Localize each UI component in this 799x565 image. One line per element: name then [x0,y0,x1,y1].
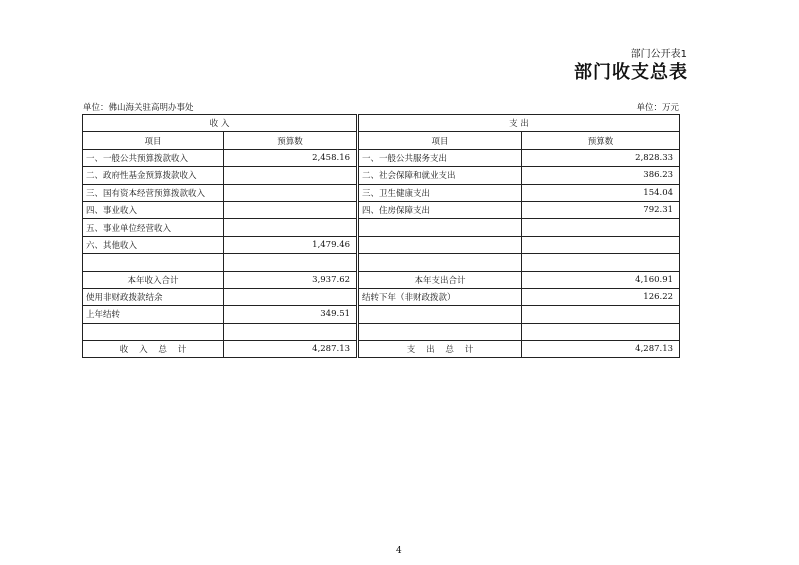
expense-item [359,323,522,340]
expense-value: 792.31 [522,201,680,218]
income-item: 三、国有资本经营预算拨款收入 [83,184,224,201]
expense-total-label: 支 出 总 计 [359,341,522,358]
table-row [83,201,680,218]
table-row [83,306,680,323]
section-header-row [83,115,680,132]
expense-item: 三、卫生健康支出 [359,184,522,201]
column-header-row [83,132,680,149]
expense-item: 四、住房保障支出 [359,201,522,218]
form-number: 部门公开表1 [630,49,687,60]
expense-item-header: 项目 [359,132,522,149]
expense-value: 2,828.33 [522,149,680,166]
income-value [224,323,357,340]
expense-item [359,236,522,253]
expense-value [522,254,680,271]
income-total-value: 4,287.13 [224,341,357,358]
income-item: 上年结转 [83,306,224,323]
table-row [83,149,680,166]
expense-item: 结转下年（非财政拨款） [359,288,522,305]
income-item: 六、其他收入 [83,236,224,253]
income-item [83,323,224,340]
income-item-header: 项目 [83,132,224,149]
expense-value: 154.04 [522,184,680,201]
income-subtotal-label: 本年收入合计 [83,271,224,288]
page-number: 4 [396,546,402,556]
expense-total-value: 4,287.13 [522,341,680,358]
income-item: 二、政府性基金预算拨款收入 [83,167,224,184]
expense-item [359,219,522,236]
expense-budget-header: 预算数 [522,132,680,149]
income-subtotal-value: 3,937.62 [224,271,357,288]
table-row [83,323,680,340]
income-value [224,288,357,305]
unit-currency: 单位：万元 [636,103,679,113]
grand-total-row [83,341,680,358]
expense-item [359,254,522,271]
expense-section-header: 支 出 [359,115,680,132]
expense-value [522,236,680,253]
income-value: 349.51 [224,306,357,323]
expense-item: 一、一般公共服务支出 [359,149,522,166]
income-item [83,254,224,271]
table-row [83,254,680,271]
revenue-expenditure-table [82,114,680,358]
expense-value: 126.22 [522,288,680,305]
expense-value [522,306,680,323]
expense-value [522,323,680,340]
table-row [83,184,680,201]
table-row [83,288,680,305]
income-value [224,167,357,184]
income-budget-header: 预算数 [224,132,357,149]
income-value [224,254,357,271]
table-row [83,236,680,253]
income-value [224,219,357,236]
expense-value [522,219,680,236]
income-item: 五、事业单位经营收入 [83,219,224,236]
table-row [83,219,680,236]
table-row [83,167,680,184]
income-section-header: 收 入 [83,115,357,132]
income-total-label: 收 入 总 计 [83,341,224,358]
unit-line [83,101,679,113]
expense-value: 386.23 [522,167,680,184]
expense-subtotal-value: 4,160.91 [522,271,680,288]
expense-subtotal-label: 本年支出合计 [359,271,522,288]
income-item: 四、事业收入 [83,201,224,218]
expense-item: 二、社会保障和就业支出 [359,167,522,184]
page-title: 部门收支总表 [574,62,688,83]
income-value: 2,458.16 [224,149,357,166]
table-row [83,271,680,288]
income-item: 使用非财政拨款结余 [83,288,224,305]
income-item: 一、一般公共预算拨款收入 [83,149,224,166]
income-value: 1,479.46 [224,236,357,253]
income-value [224,184,357,201]
income-value [224,201,357,218]
expense-item [359,306,522,323]
unit-organization: 单位：佛山海关驻高明办事处 [83,103,194,113]
